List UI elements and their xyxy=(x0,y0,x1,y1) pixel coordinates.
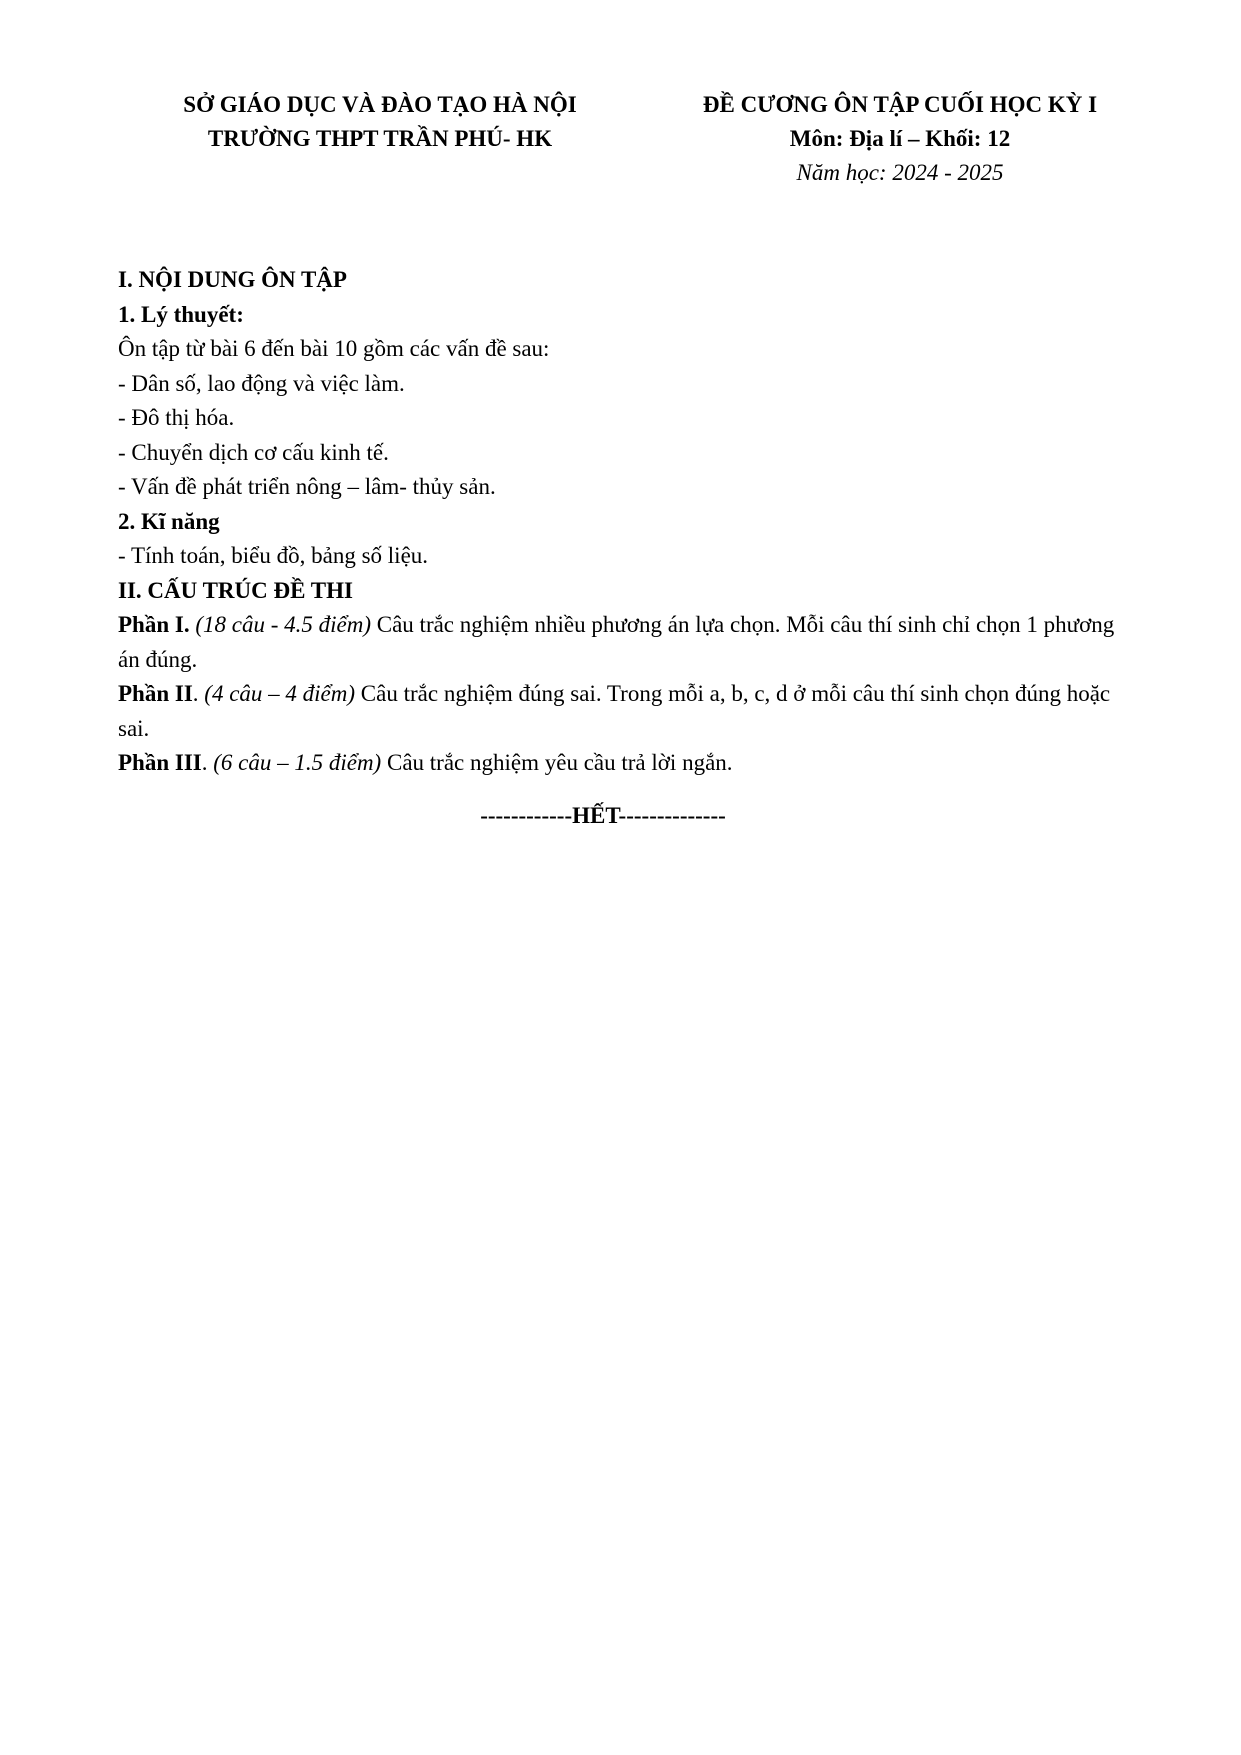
section-heading-content: I. NỘI DUNG ÔN TẬP xyxy=(118,267,347,292)
theory-item: - Dân số, lao động và việc làm. xyxy=(118,370,405,396)
section-heading-structure: II. CẤU TRÚC ĐỀ THI xyxy=(118,577,353,603)
exam-part-3 xyxy=(118,746,1128,781)
skills-heading: 2. Kĩ năng xyxy=(118,508,220,534)
document-body xyxy=(118,263,1128,833)
part-detail: (18 câu - 4.5 điểm) xyxy=(195,612,371,637)
part-label: Phần II xyxy=(118,681,193,706)
part-text: Câu trắc nghiệm yêu cầu trả lời ngắn. xyxy=(381,750,733,775)
part-detail: (4 câu – 4 điểm) xyxy=(204,681,356,706)
end-marker: ------------HẾT-------------- xyxy=(480,802,726,828)
exam-part-1 xyxy=(118,608,1128,677)
theory-intro: Ôn tập từ bài 6 đến bài 10 gồm các vấn đề sau: xyxy=(118,336,550,361)
part-text: Câu trắc nghiệm đúng sai. Trong mỗi a, b, c, d ở mỗi câu thí sinh chọn đúng hoặc sai. xyxy=(118,681,1111,741)
school-name: TRƯỜNG THPT TRẦN PHÚ- HK xyxy=(207,126,553,151)
part-sep: . xyxy=(201,750,214,775)
theory-heading: 1. Lý thuyết: xyxy=(118,301,244,327)
theory-item: - Vấn đề phát triển nông – lâm- thủy sản. xyxy=(118,474,496,499)
header-left xyxy=(140,88,620,156)
part-label: Phần III xyxy=(118,750,202,775)
school-year: Năm học: 2024 - 2025 xyxy=(796,160,1004,185)
part-text: Câu trắc nghiệm nhiều phương án lựa chọn. Mỗi câu thí sinh chỉ chọn 1 phương án đúng. xyxy=(118,612,1115,672)
exam-part-2 xyxy=(118,677,1128,746)
document-title: ĐỀ CƯƠNG ÔN TẬP CUỐI HỌC KỲ I xyxy=(702,92,1098,117)
skills-item: - Tính toán, biểu đồ, bảng số liệu. xyxy=(118,543,429,568)
subject-grade: Môn: Địa lí – Khối: 12 xyxy=(789,126,1011,151)
department-name: SỞ GIÁO DỤC VÀ ĐÀO TẠO HÀ NỘI xyxy=(183,92,577,117)
theory-item: - Đô thị hóa. xyxy=(118,405,235,430)
part-sep: . xyxy=(192,681,205,706)
theory-item: - Chuyển dịch cơ cấu kinh tế. xyxy=(118,439,389,465)
header-right xyxy=(650,88,1150,190)
part-label: Phần I. xyxy=(118,612,190,637)
part-detail: (6 câu – 1.5 điểm) xyxy=(213,750,382,775)
